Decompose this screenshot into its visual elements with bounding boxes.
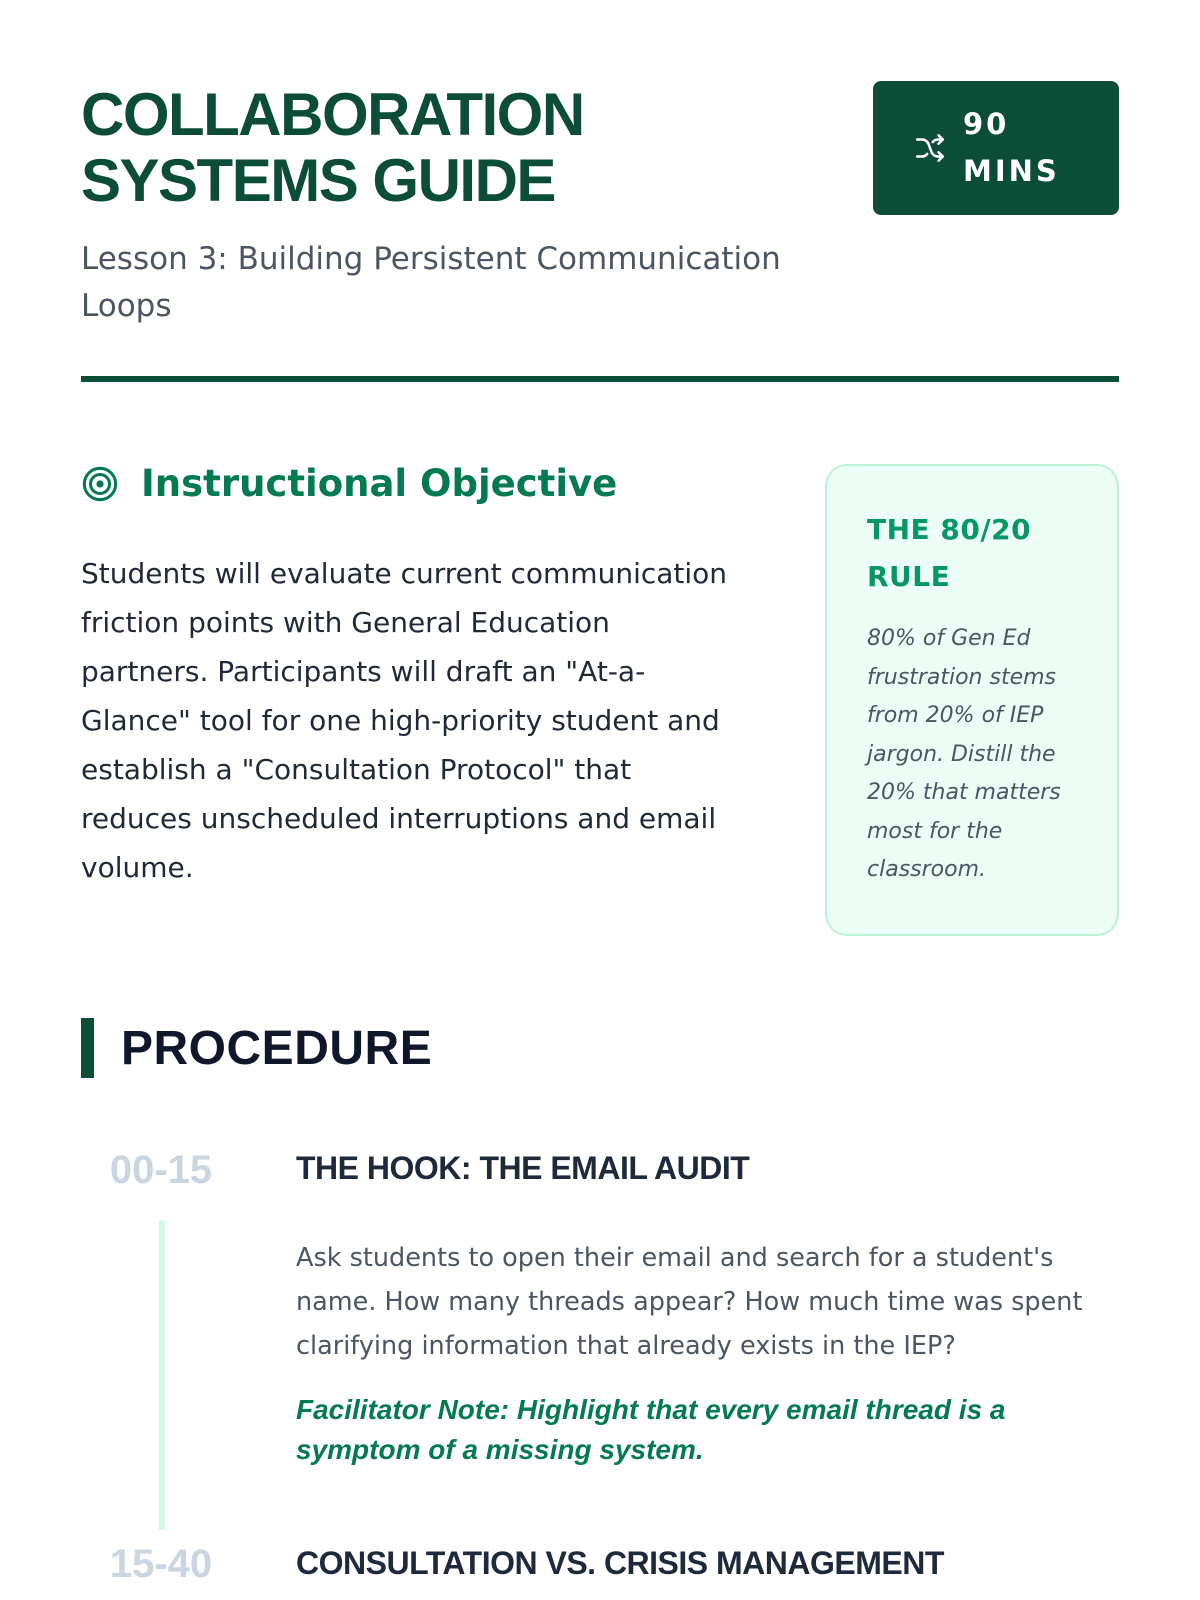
step-title: THE HOOK: THE EMAIL AUDIT bbox=[296, 1150, 750, 1186]
duration-text bbox=[963, 101, 1060, 195]
callout-title: THE 80/20 RULE bbox=[867, 513, 1032, 593]
procedure-heading bbox=[81, 1018, 432, 1078]
callout-card bbox=[825, 464, 1119, 936]
step-title: CONSULTATION VS. CRISIS MANAGEMENT bbox=[296, 1545, 944, 1581]
step-time: 15-40 bbox=[109, 1542, 213, 1586]
step-body: Ask students to open their email and search for a student's name. How many threads appear? How much time was spent clarifying information that already exists in the IEP? bbox=[296, 1243, 1083, 1361]
facilitator-note: Facilitator Note: Highlight that every email thread is a symptom of a missing system. bbox=[296, 1394, 1006, 1465]
objective-heading-text: Instructional Objective bbox=[141, 462, 618, 505]
duration-unit: MINS bbox=[963, 154, 1060, 188]
page-header bbox=[81, 0, 1119, 382]
title-line-1: COLLABORATION bbox=[81, 81, 584, 148]
procedure-accent-bar bbox=[81, 1018, 94, 1078]
callout-text: 80% of Gen Ed frustration stems from 20% of IEP jargon. Distill the 20% that matters most for the classroom. bbox=[867, 626, 1061, 882]
procedure-title: PROCEDURE bbox=[121, 1021, 433, 1075]
duration-value: 90 bbox=[963, 107, 1010, 141]
duration-badge bbox=[873, 81, 1119, 215]
timeline-line bbox=[159, 1220, 165, 1530]
title-line-2: SYSTEMS GUIDE bbox=[81, 147, 555, 214]
objective-heading bbox=[81, 462, 746, 505]
step-time: 00-15 bbox=[109, 1148, 213, 1192]
objective-section bbox=[81, 382, 1119, 937]
target-icon bbox=[81, 465, 119, 503]
shuffle-icon bbox=[913, 131, 947, 165]
objective-block bbox=[81, 462, 746, 892]
lesson-subtitle: Lesson 3: Building Persistent Communication Loops bbox=[81, 241, 781, 324]
objective-text: Students will evaluate current communication friction points with General Education partners. Participants will draft an "At-a-Glance" tool for one high-priority student and establish a "Consultation Protocol" that reduces unscheduled interruptions and email volume. bbox=[81, 557, 728, 884]
page-title bbox=[81, 82, 721, 214]
